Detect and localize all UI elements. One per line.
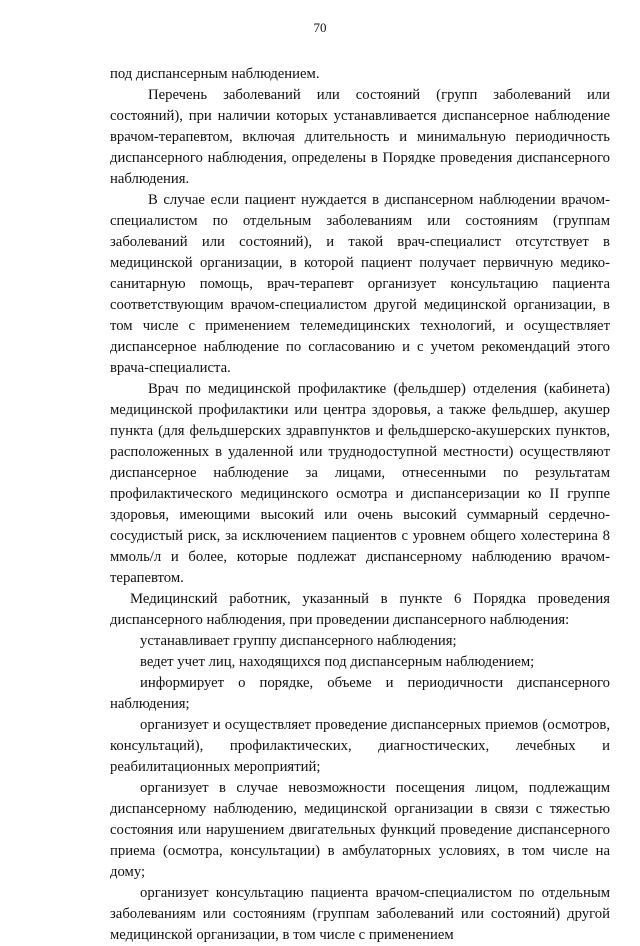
list-item-specialist-consultation: организует консультацию пациента врачом-специалистом по отдельным заболеваниям или состояниям (группам заболеваний или состояний) другой медицинской организации, в том числе с применением [110, 885, 610, 943]
list-item-informs: информирует о порядке, объеме и периодичности диспансерного наблюдения; [110, 675, 610, 712]
page-number: 70 [313, 20, 327, 35]
paragraph-specialist-absent: В случае если пациент нуждается в диспансерном наблюдении врачом-специалистом по отдельным заболеваниям или состояниям (группам заболеваний или состояний), и такой врач-специалист отсутствует в медицинской организации, в которой пациент получает первичную медико-санитарную помощь, врач-терапевт организует консультацию пациента соответствующим врачом-специалистом другой медицинской организации, в том числе с применением телемедицинских технологий, и осуществляет диспансерное наблюдение по согласованию и с учетом рекомендаций этого врача-специалиста. [110, 192, 610, 376]
list-item-organizes-appointments: организует и осуществляет проведение диспансерных приемов (осмотров, консультаций), профилактических, диагностических, лечебных и реабилитационных мероприятий; [110, 717, 610, 775]
paragraph-prevention-doctor: Врач по медицинской профилактике (фельдшер) отделения (кабинета) медицинской профилактики или центра здоровья, а также фельдшер, акушер пункта (для фельдшерских здравпунктов и фельдшерско-акушерских пунктов, расположенных в удаленной или труднодоступной местности) осуществляют диспансерное наблюдение за лицами, отнесенными по результатам профилактического медицинского осмотра и диспансеризации ко II группе здоровья, имеющими высокий или очень высокий суммарный сердечно-сосудистый риск, за исключением пациентов с уровнем общего холестерина 8 ммоль/л и более, которые подлежат диспансерному наблюдению врачом-терапевтом. [110, 381, 610, 586]
paragraph-medical-worker: Медицинский работник, указанный в пункте 6 Порядка проведения диспансерного наблюдения, при проведении диспансерного наблюдения: [110, 591, 610, 628]
document-body [110, 64, 610, 946]
list-item-sets-group: устанавливает группу диспансерного наблюдения; [140, 633, 457, 649]
list-item-keeps-records: ведет учет лиц, находящихся под диспансерным наблюдением; [140, 654, 535, 670]
list-item-home-visits: организует в случае невозможности посещения лицом, подлежащим диспансерному наблюдению, медицинской организации в связи с тяжестью состояния или нарушением двигательных функций проведение диспансерного приема (осмотра, консультации) в амбулаторных условиях, в том числе на дому; [110, 780, 610, 880]
paragraph-disease-list: Перечень заболеваний или состояний (групп заболеваний или состояний), при наличии которых устанавливается диспансерное наблюдение врачом-терапевтом, включая длительность и минимальную периодичность диспансерного наблюдения, определены в Порядке проведения диспансерного наблюдения. [110, 87, 610, 187]
paragraph-continuation: под диспансерным наблюдением. [110, 66, 320, 82]
